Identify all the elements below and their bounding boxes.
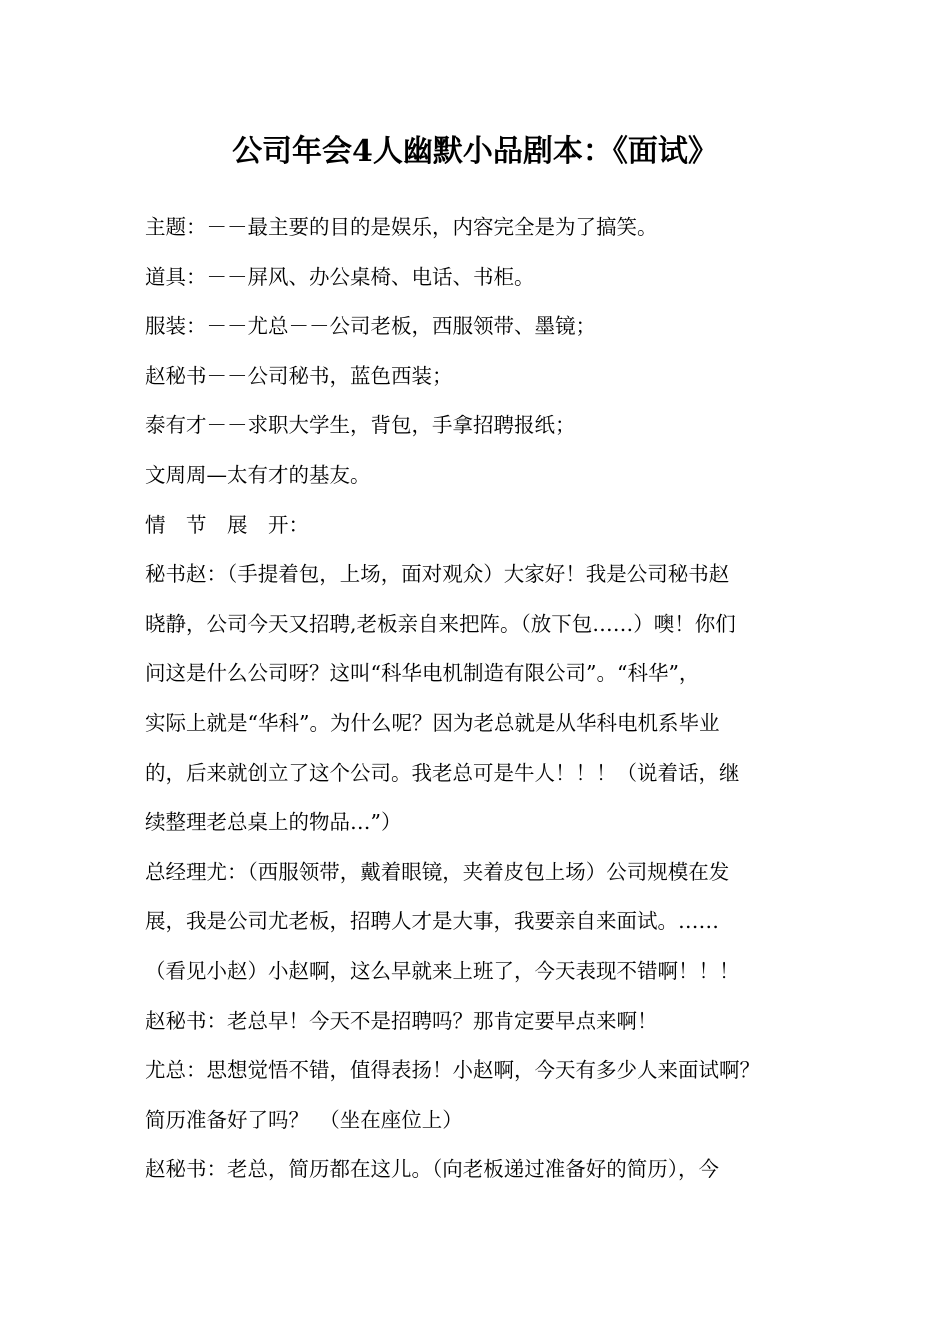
text-line: 简历准备好了吗？ （坐在座位上）: [145, 1107, 463, 1132]
text-line: 赵秘书：老总早！今天不是招聘吗？那肯定要早点来啊！: [145, 1008, 658, 1033]
text-line: 问这是什么公司呀？这叫“科华电机制造有限公司”。“科华”，: [145, 661, 700, 686]
text-line: 总经理尤：（西服领带，戴着眼镜，夹着皮包上场）公司规模在发: [145, 859, 730, 884]
text-line-friend-role: 文周周—太有才的基友。: [145, 462, 371, 487]
text-line-plot-heading: 情 节 展 开：: [145, 512, 309, 537]
text-line-theme: 主题：－－最主要的目的是娱乐，内容完全是为了搞笑。: [145, 215, 658, 239]
text-line: 续整理老总桌上的物品…”）: [145, 810, 402, 835]
text-line-costume: 服装：－－尤总－－公司老板，西服领带、墨镜；: [145, 314, 596, 339]
text-line-student-role: 泰有才－－求职大学生，背包，手拿招聘报纸；: [145, 413, 576, 438]
text-line: 晓静，公司今天又招聘,老板亲自来把阵。（放下包……）噢！你们: [145, 611, 736, 636]
text-line: 展，我是公司尤老板，招聘人才是大事，我要亲自来面试。……: [145, 909, 719, 934]
text-line: 实际上就是“华科”。为什么呢？因为老总就是从华科电机系毕业: [145, 710, 720, 735]
text-line: （看见小赵）小赵啊，这么早就来上班了，今天表现不错啊！！！: [145, 958, 740, 983]
text-line: 尤总：思想觉悟不错，值得表扬！小赵啊，今天有多少人来面试啊？: [145, 1058, 760, 1083]
text-line-secretary-role: 赵秘书－－公司秘书，蓝色西装；: [145, 363, 453, 388]
text-line: 秘书赵：（手提着包，上场，面对观众）大家好！我是公司秘书赵: [145, 562, 730, 587]
text-line: 的，后来就创立了这个公司。我老总可是牛人！！！（说着话，继: [145, 760, 740, 785]
document-body: [145, 203, 815, 1195]
text-line-props: 道具：－－屏风、办公桌椅、电话、书柜。: [145, 264, 535, 289]
text-line: 赵秘书：老总，简历都在这儿。（向老板递过准备好的简历），今: [145, 1157, 719, 1182]
document-title: 公司年会4人幽默小品剧本：《面试》: [232, 134, 718, 169]
